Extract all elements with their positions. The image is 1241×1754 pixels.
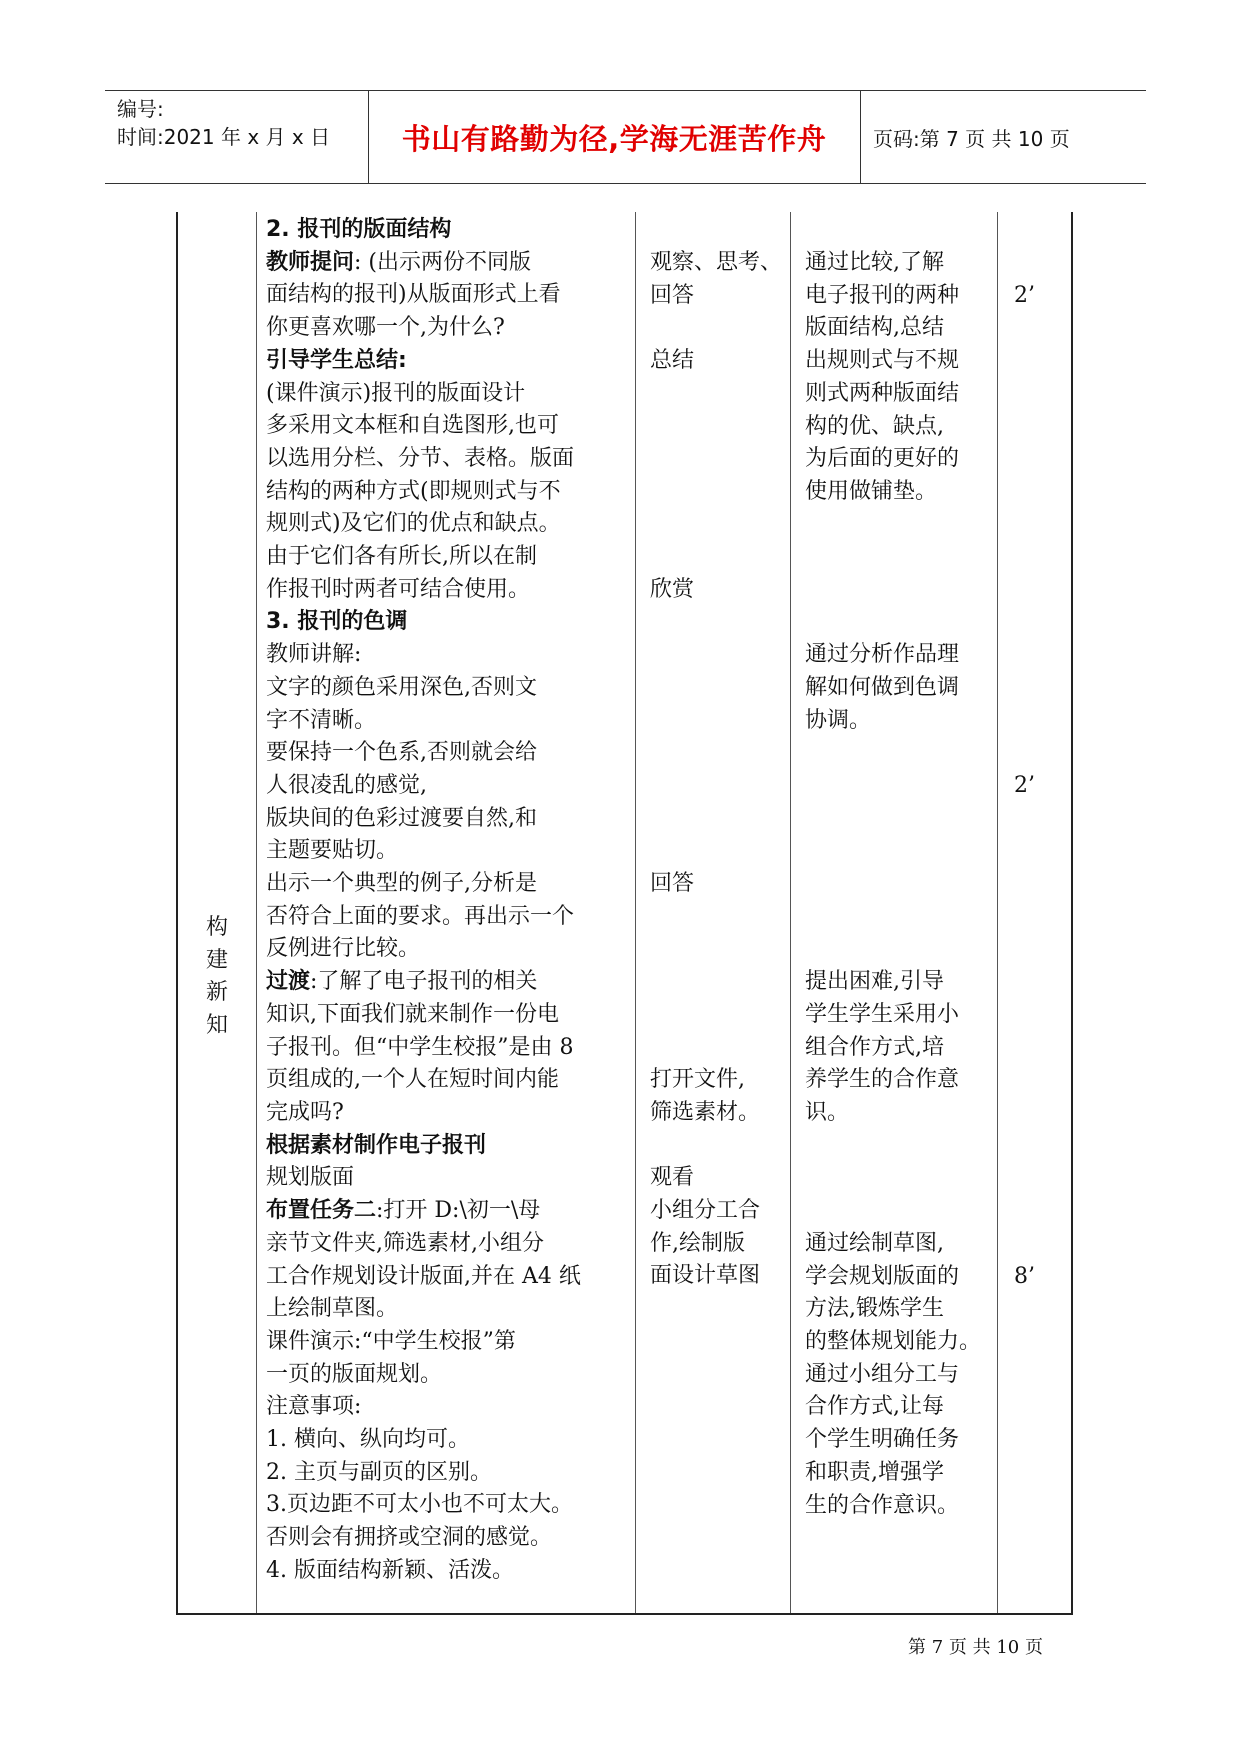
design-intent: 通过比较,了解 电子报刊的两种 版面结构,总结 出规则式与不规 则式两种版面结 构的优、缺点, 为后面的更好的 使用做铺垫。 通过分析作品理 解如何做到色调 协调。 提出困难,引导 学生学生采用小 组合作方式,培 养学生的合作意 识。 通过绘制草图, 学会规划版面的 方法,锻炼学生 的整体规划能力。 通过小组分工与 合作方式,让每 个学生明确任务 和职责,增强学 生的合作意识。: [805, 250, 982, 1518]
document-time: 时间:2021 年 x 月 x 日: [117, 125, 331, 149]
content-line: 否符合上面的要求。再出示一个: [266, 903, 575, 929]
column-divider: [997, 212, 998, 1613]
page-header: [105, 90, 1146, 184]
content-line: 版块间的色彩过渡要自然,和: [266, 805, 537, 831]
content-line: 结构的两种方式(即规则式与不: [266, 478, 561, 504]
header-motto: 书山有路勤为径,学海无涯苦作舟: [401, 121, 827, 156]
lesson-table: [176, 212, 1073, 1615]
content-line: 知识,下面我们就来制作一份电: [266, 1001, 559, 1027]
section-heading: 2. 报刊的版面结构: [266, 217, 452, 242]
section-heading: 3. 报刊的色调: [266, 609, 408, 635]
content-line: 1. 横向、纵向均可。: [266, 1427, 470, 1453]
header-meta: [117, 95, 367, 151]
content-line: 布置任务二:打开 D:\初一\母: [266, 1198, 541, 1224]
content-line: 教师提问: (出示两份不同版: [266, 249, 532, 275]
content-line: 规划版面: [266, 1165, 355, 1191]
content-line: 主题要贴切。: [266, 838, 399, 864]
content-line: 否则会有拥挤或空洞的感觉。: [266, 1525, 553, 1551]
content-line: 2. 主页与副页的区别。: [266, 1459, 492, 1485]
section-heading: 根据素材制作电子报刊: [266, 1132, 487, 1158]
content-line: 注意事项:: [266, 1394, 362, 1420]
header-page-info: 页码:第 7 页 共 10 页: [873, 126, 1070, 151]
content-line: 3.页边距不可太小也不可太大。: [266, 1492, 573, 1518]
content-line: 文字的颜色采用深色,否则文: [266, 674, 537, 700]
column-divider: [635, 212, 636, 1613]
student-activity: 观察、思考、 回答 总结 欣赏 回答 打开文件, 筛选素材。 观看 小组分工合 作,绘制版 面设计草图: [650, 250, 783, 1289]
content-line: 教师讲解:: [266, 642, 362, 668]
content-line: 由于它们各有所长,所以在制: [266, 544, 537, 570]
content-line: 子报刊。但“中学生校报”是由 8: [266, 1034, 574, 1060]
content-line: 页组成的,一个人在短时间内能: [266, 1067, 559, 1093]
content-line: 要保持一个色系,否则就会给: [266, 740, 537, 766]
content-line: 字不清晰。: [266, 707, 377, 733]
content-line: 作报刊时两者可结合使用。: [266, 576, 531, 602]
content-line: 一页的版面规划。: [266, 1361, 443, 1387]
content-line: 以选用分栏、分节、表格。版面: [266, 445, 575, 471]
column-divider: [790, 212, 791, 1613]
content-line: 工合作规划设计版面,并在 A4 纸: [266, 1263, 581, 1289]
content-line: 引导学生总结:: [266, 347, 407, 373]
content-line: 上绘制草图。: [266, 1296, 399, 1322]
content-line: 规则式)及它们的优点和缺点。: [266, 511, 561, 537]
content-line: 面结构的报刊)从版面形式上看: [266, 282, 561, 308]
content-line: (课件演示)报刊的版面设计: [266, 380, 526, 406]
document-number-label: 编号:: [117, 97, 164, 121]
content-line: 你更喜欢哪一个,为什么?: [266, 315, 505, 341]
content-line: 课件演示:“中学生校报”第: [266, 1328, 516, 1354]
column-divider: [256, 212, 257, 1613]
page-footer: 第 7 页 共 10 页: [908, 1637, 1043, 1658]
content-line: 反例进行比较。: [266, 936, 421, 962]
content-line: 4. 版面结构新颖、活泼。: [266, 1557, 514, 1583]
content-line: 出示一个典型的例子,分析是: [266, 871, 537, 897]
time-allocation: 2’ 2’ 8’: [1014, 283, 1035, 1289]
header-divider: [860, 91, 861, 183]
content-line: 人很凌乱的感觉,: [266, 772, 427, 798]
teaching-content: [266, 214, 628, 1588]
stage-label: 构 建 新 知: [205, 915, 228, 1039]
content-line: 亲节文件夹,筛选素材,小组分: [266, 1230, 544, 1256]
content-line: 多采用文本框和自选图形,也可: [266, 413, 559, 439]
content-line: 过渡:了解了电子报刊的相关: [266, 969, 538, 995]
content-line: 完成吗?: [266, 1099, 344, 1125]
